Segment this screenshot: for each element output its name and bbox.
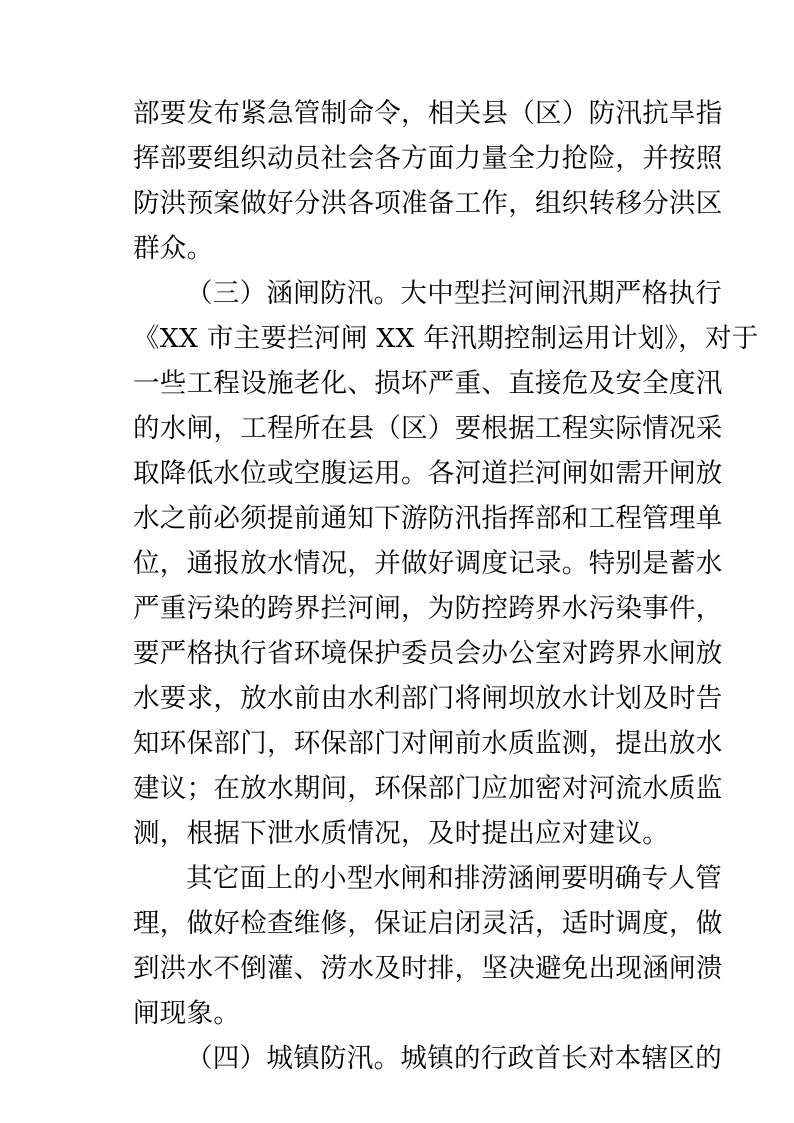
paragraph-line: 闸现象。 [133,998,241,1029]
section-heading-line: （三）涵闸防汛。大中型拦河闸汛期严格执行 [186,278,722,309]
paragraph-line: 一些工程设施老化、损坏严重、直接危及安全度汛 [133,368,723,399]
paragraph-line: 群众。 [133,233,214,264]
paragraph-line: 防洪预案做好分洪各项准备工作，组织转移分洪区 [133,188,723,219]
paragraph-line: 挥部要组织动员社会各方面力量全力抢险，并按照 [133,143,723,174]
paragraph-line: 建议；在放水期间，环保部门应加密对河流水质监 [133,773,723,804]
paragraph-line: 位，通报放水情况，并做好调度记录。特别是蓄水 [133,548,723,579]
paragraph-line: 知环保部门，环保部门对闸前水质监测，提出放水 [133,728,723,759]
paragraph-line: 其它面上的小型水闸和排涝涵闸要明确专人管 [186,863,722,894]
paragraph-line: 《XX 市主要拦河闸 XX 年汛期控制运用计划》，对于 [133,323,759,354]
paragraph-line: 取降低水位或空腹运用。各河道拦河闸如需开闸放 [133,458,723,489]
paragraph-line: 部要发布紧急管制命令，相关县（区）防汛抗旱指 [133,98,723,129]
paragraph-line: 测，根据下泄水质情况，及时提出应对建议。 [133,818,669,849]
paragraph-line: 要严格执行省环境保护委员会办公室对跨界水闸放 [133,638,723,669]
paragraph-line: 的水闸，工程所在县（区）要根据工程实际情况采 [133,413,723,444]
paragraph-line: 理，做好检查维修，保证启闭灵活，适时调度，做 [133,908,723,939]
paragraph-line: 到洪水不倒灌、涝水及时排，坚决避免出现涵闸溃 [133,953,723,984]
paragraph-line: 水之前必须提前通知下游防汛指挥部和工程管理单 [133,503,723,534]
paragraph-line: 严重污染的跨界拦河闸，为防控跨界水污染事件， [133,593,723,624]
section-heading-line: （四）城镇防汛。城镇的行政首长对本辖区的 [186,1043,722,1074]
paragraph-line: 水要求，放水前由水利部门将闸坝放水计划及时告 [133,683,723,714]
